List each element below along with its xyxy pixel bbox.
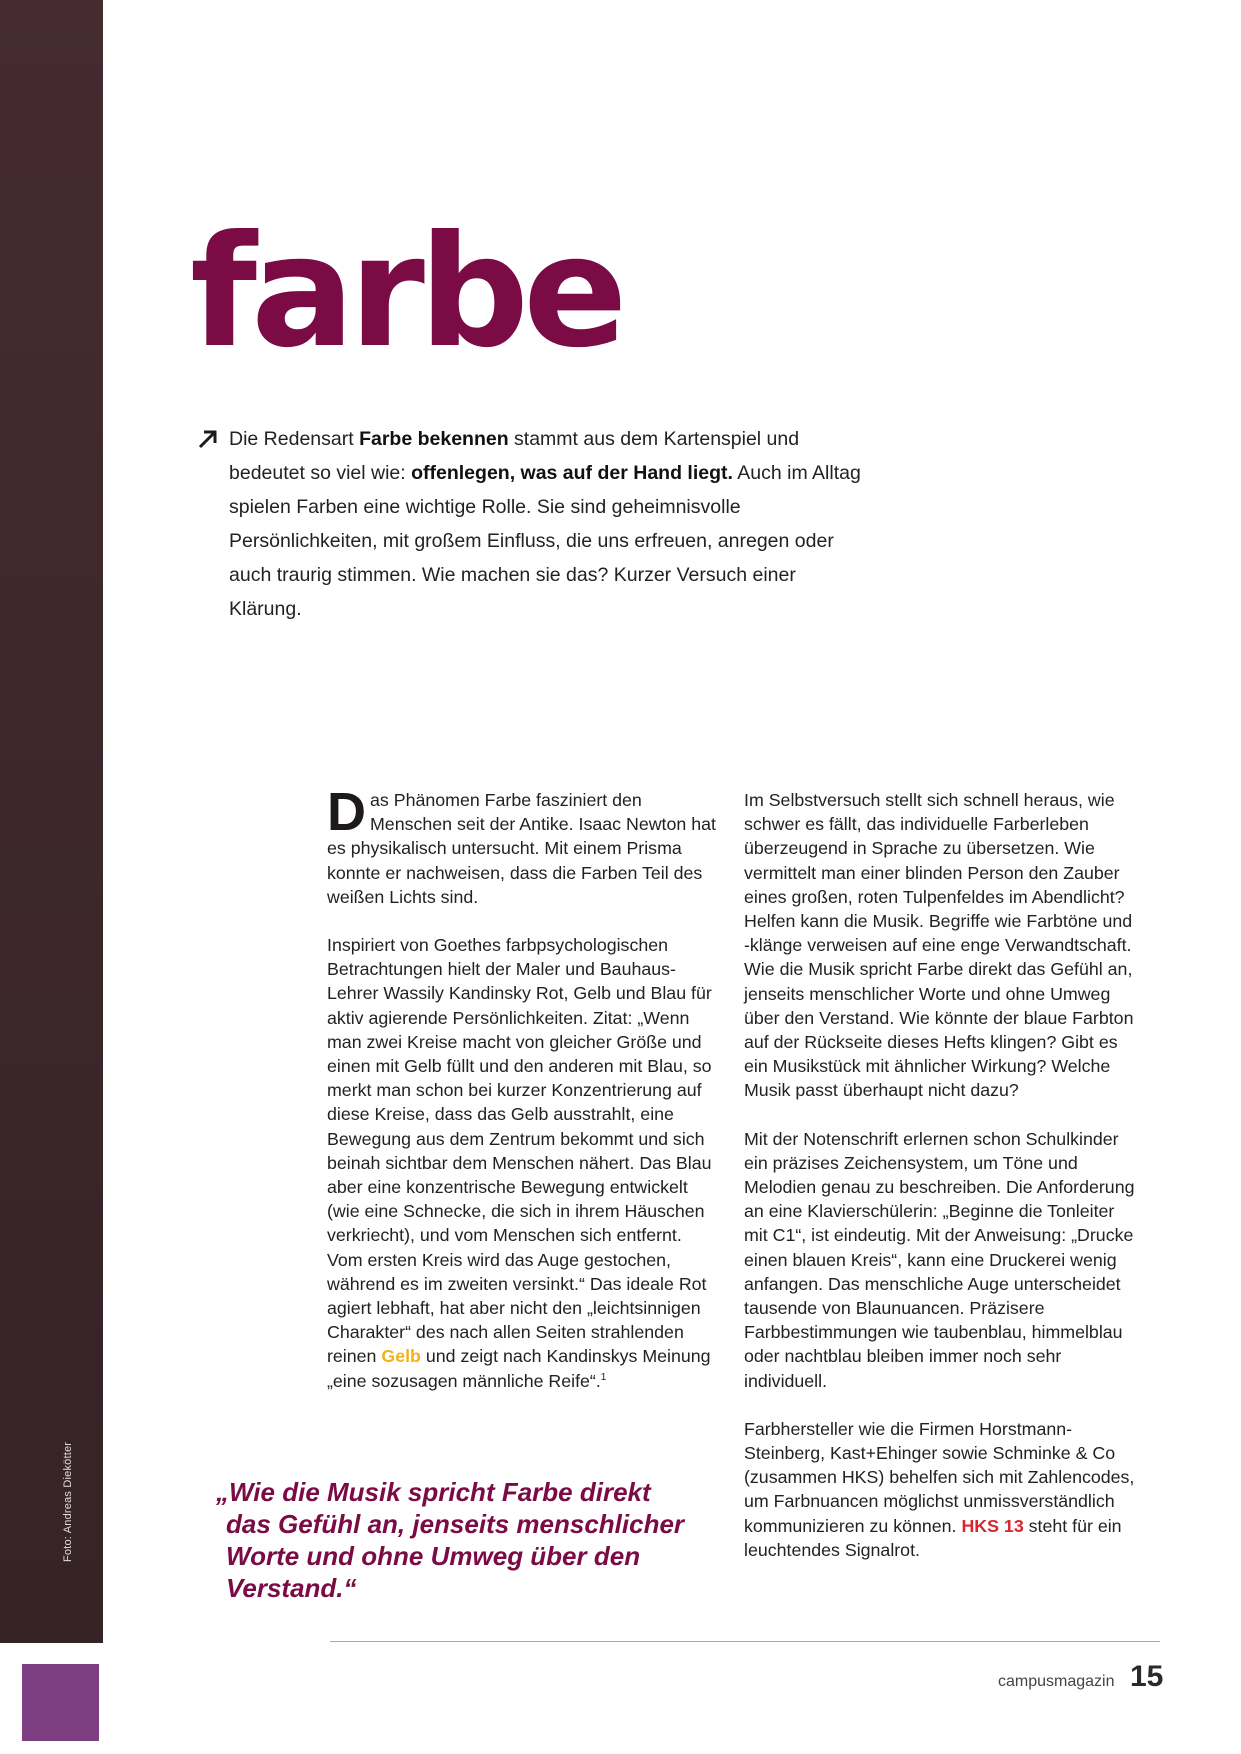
page-number: 15	[1130, 1660, 1164, 1693]
intro-bold-phrase: Farbe bekennen	[359, 428, 509, 450]
paragraph: Inspiriert von Goethes farbpsychologischen Betrachtungen hielt der Maler und Bauhaus-Lehrer Wassily Kandinsky Rot, Gelb und Blau für aktiv agierende Persönlichkeiten. Zitat: „Wenn man zwei Kreise macht von gleicher Größe und einen mit Gelb füllt und den anderen mit Blau, so merkt man schon bei kurzer Konzentrierung auf diese Kreise, dass das Gelb ausstrahlt, eine Bewegung aus dem Zentrum bekommt und sich beinah sichtbar dem Menschen nähert. Das Blau aber eine konzentrische Bewegung entwickelt (wie eine Schnecke, die sich in ihrem Häuschen verkriecht), und vom Menschen sich entfernt. Vom ersten Kreis wird das Auge gestochen, während es im zweiten versinkt.“ Das ideale Rot agiert lebhaft, hat aber nicht den „leichtsinnigen Charakter“ des nach allen Seiten strahlenden reinen Gelb und zeigt nach Kandinskys Meinung „eine sozusagen männliche Reife“.$^1$	[327, 935, 712, 1391]
drop-cap: D	[327, 782, 366, 842]
paragraph: Farbhersteller wie die Firmen Horstmann-Steinberg, Kast+Ehinger sowie Schminke & Co (zusammen HKS) behelfen sich mit Zahlencodes, um Farbnuancen möglichst unmissverständlich kommunizieren zu können. HKS 13 steht für ein leuchtendes Signalrot.	[744, 1418, 1135, 1560]
photo-credit: Foto: Andreas Diekötter	[62, 1441, 74, 1562]
footnote-marker: 1	[600, 1371, 607, 1383]
page-title: farbe	[190, 203, 622, 382]
article-column-right	[744, 788, 1139, 1586]
article-column-left	[327, 782, 722, 1417]
highlight-hks13: HKS 13	[961, 1515, 1024, 1536]
paragraph: Das Phänomen Farbe fasziniert den Menschen seit der Antike. Isaac Newton hat es physikalisch untersucht. Mit einem Prisma konnte er nachweisen, dass die Farben Teil des weißen Lichts sind.	[327, 782, 716, 907]
footer-divider	[330, 1641, 1160, 1642]
footer-magazine-name: campusmagazin	[998, 1673, 1115, 1690]
intro-text: Die Redensart Farbe bekennen stammt aus dem Kartenspiel und bedeutet so viel wie: offenlegen, was auf der Hand liegt. Auch im Alltag spielen Farben eine wichtige Rolle. Sie sind geheimnisvolle Persönlichkeiten, mit großem Einfluss, die uns erfreuen, anregen oder auch traurig stimmen. Wie machen sie das? Kurzer Versuch einer Klärung.	[229, 428, 861, 620]
pull-quote: „Wie die Musik spricht Farbe direkt das Gefühl an, jenseits menschlicher Worte und ohne Umweg über den Verstand.“	[216, 1477, 685, 1603]
purple-swatch	[22, 1664, 99, 1741]
intro-bold-phrase: offenlegen, was auf der Hand liegt.	[411, 462, 733, 484]
sidebar-band	[0, 0, 103, 1643]
highlight-gelb: Gelb	[381, 1346, 421, 1367]
paragraph: Mit der Notenschrift erlernen schon Schulkinder ein präzises Zeichensystem, um Töne und Melodien genau zu beschreiben. Die Anforderung an eine Klavierschülerin: „Beginne die Tonleiter mit C1“, ist eindeutig. Mit der Anweisung: „Drucke einen blauen Kreis“, kann eine Druckerei wenig anfangen. Das menschliche Auge unterscheidet tausende von Blaunuancen. Präzisere Farbbestimmungen wie taubenblau, himmelblau oder nachtblau bleiben immer noch sehr individuell.	[744, 1128, 1135, 1391]
arrow-up-right-icon	[197, 428, 219, 450]
paragraph: Im Selbstversuch stellt sich schnell heraus, wie schwer es fällt, das individuelle Farberleben überzeugend in Sprache zu übersetzen. Wie vermittelt man einer blinden Person den Zauber eines großen, roten Tulpenfeldes im Abendlicht? Helfen kann die Musik. Begriffe wie Farbtöne und -klänge verweisen auf eine enge Verwandtschaft. Wie die Musik spricht Farbe direkt das Gefühl an, jenseits menschlicher Worte und ohne Umweg über den Verstand. Wie könnte der blaue Farbton auf der Rückseite dieses Hefts klingen? Gibt es ein Musikstück mit ähnlicher Wirkung? Welche Musik passt überhaupt nicht dazu?	[744, 790, 1134, 1101]
